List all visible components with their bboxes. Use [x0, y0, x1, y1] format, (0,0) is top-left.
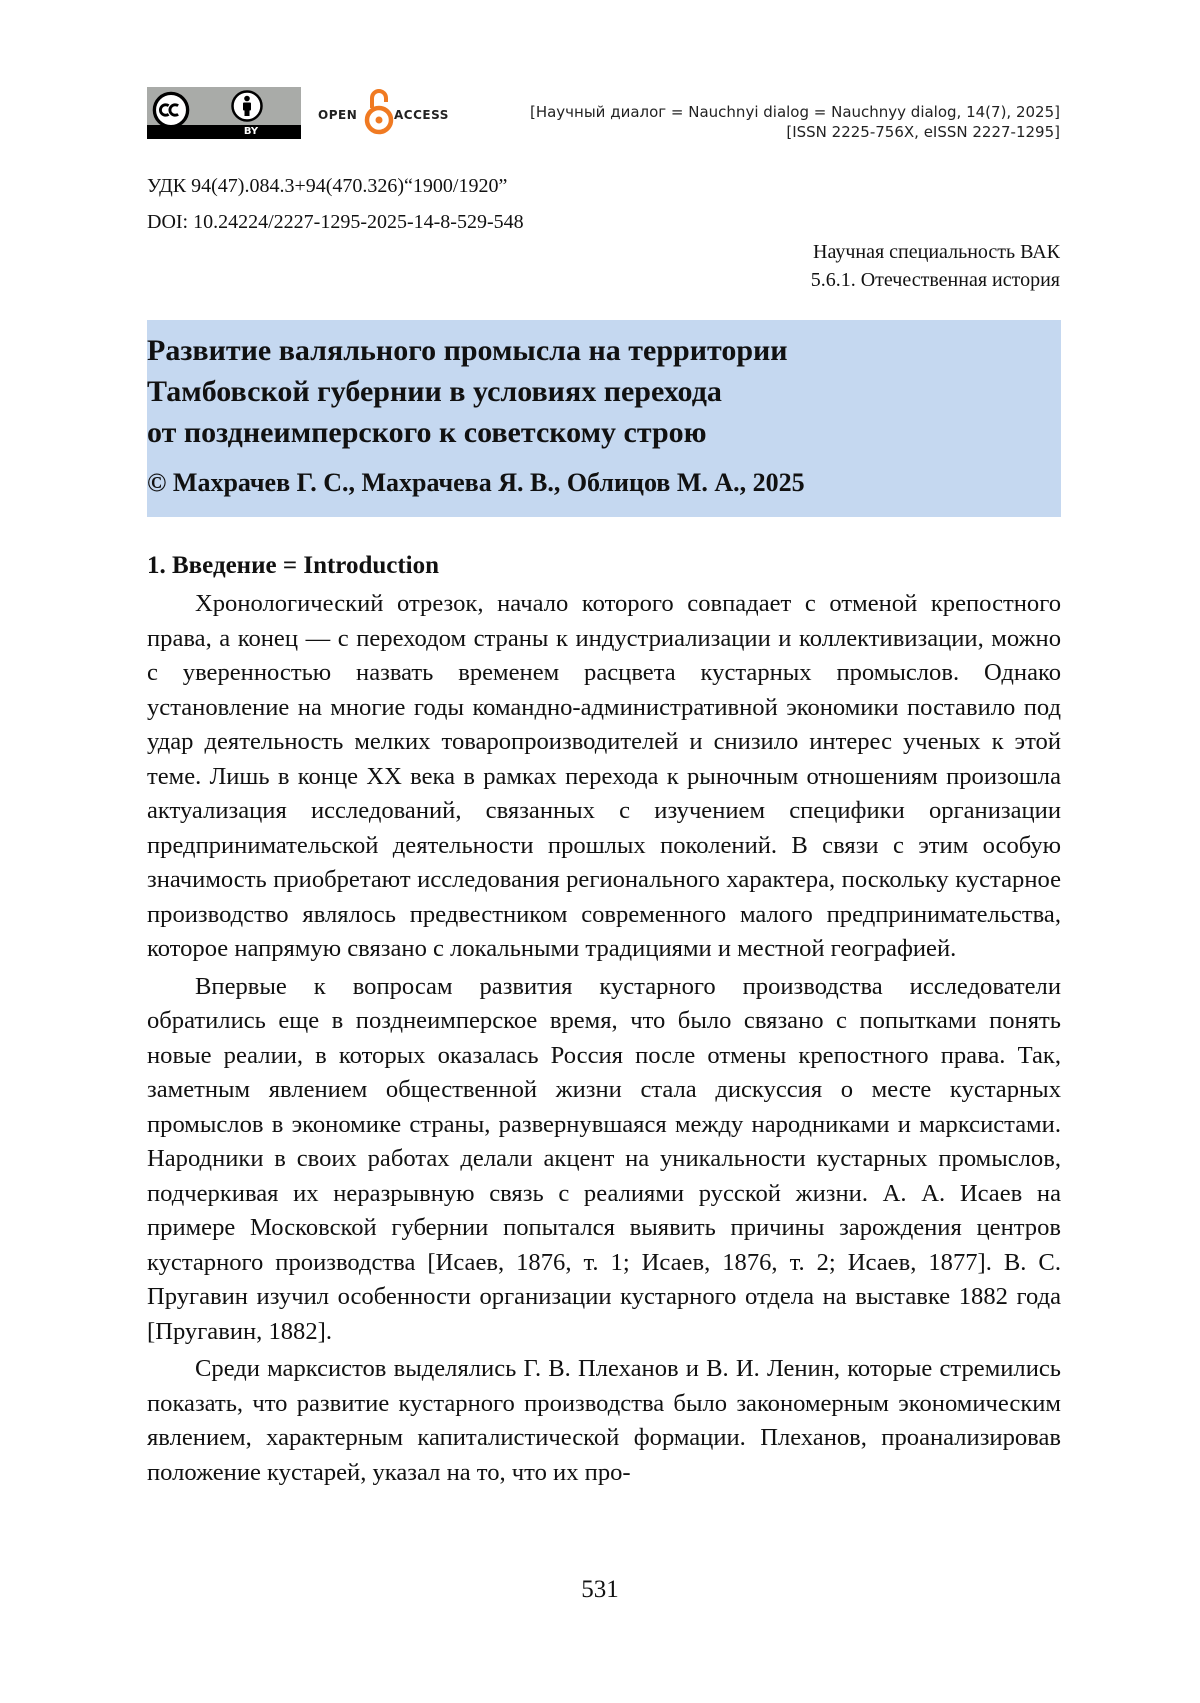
article-title-line: Развитие валяльного промысла на территории	[147, 334, 788, 367]
journal-citation-line: [Научный диалог = Nauchnyi dialog = Nauchnyy dialog, 14(7), 2025]	[529, 103, 1060, 121]
cc-icon	[152, 91, 190, 129]
article-title-line: Тамбовской губернии в условиях перехода	[147, 375, 722, 408]
section-body	[147, 587, 1061, 1490]
open-lock-icon	[364, 86, 394, 138]
article-title	[147, 330, 788, 453]
body-paragraph: Хронологический отрезок, начало которого совпадает с отменой крепостного права, а конец — с переходом страны к индустриализации и коллективизации, можно с уверенностью назвать временем расцвета кустарных промыслов. Однако установление на многие годы командно-административной экономики поставило под удар деятельность мелких товаропроизводителей и снизило интерес ученых к этой теме. Лишь в конце XX века в рамках перехода к рыночным отношениям произошла актуализация исследований, связанных с изучением специфики организации предпринимательской деятельности прошлых поколений. В связи с этим особую значимость приобретают исследования регионального характера, поскольку кустарное производство являлось предвестником современного малого предпринимательства, которое напрямую связано с локальными традициями и местной географией.	[147, 590, 1061, 962]
article-authors: © Махрачев Г. С., Махрачева Я. В., Облицов М. А., 2025	[147, 468, 805, 497]
license-label-bar	[147, 125, 301, 139]
udc-code: УДК 94(47).084.3+94(470.326)“1900/1920”	[147, 175, 508, 197]
doi-link[interactable]: DOI: 10.24224/2227-1295-2025-14-8-529-548	[147, 211, 524, 233]
by-person-icon	[231, 90, 263, 122]
body-paragraph: Среди марксистов выделялись Г. В. Плеханов и В. И. Ленин, которые стремились показать, что развитие кустарного производства было закономерным экономическим явлением, характерным капиталистической формации. Плеханов, проанализировав положение кустарей, указал на то, что их про-	[147, 1355, 1061, 1486]
page-number: 531	[581, 1576, 619, 1603]
vak-specialty-label: Научная специальность ВАК	[813, 241, 1060, 263]
title-block	[147, 320, 1061, 517]
open-access-word-access: ACCESS	[394, 108, 449, 122]
vak-specialty-code: 5.6.1. Отечественная история	[810, 269, 1060, 291]
journal-issn-line: [ISSN 2225-756X, eISSN 2227-1295]	[786, 123, 1060, 141]
journal-citation	[530, 102, 1060, 142]
body-paragraph: Впервые к вопросам развития кустарного производства исследователи обратились еще в позднеимперское время, что было связано с попытками понять новые реалии, в которых оказалась Россия после отмены крепостного права. Так, заметным явлением общественной жизни стала дискуссия о месте кустарных промыслов в экономике страны, развернувшаяся между народниками и марксистами. Народники в своих работах делали акцент на уникальности кустарных промыслов, подчеркивая их неразрывную связь с реалиями русской жизни. А. А. Исаев на примере Московской губернии попытался выявить причины зарождения центров кустарного производства [Исаев, 1876, т. 1; Исаев, 1876, т. 2; Исаев, 1877]. В. С. Пругавин изучил особенности организации кустарного отдела на выставке 1882 года [Пругавин, 1882].	[147, 972, 1061, 1345]
section-heading: 1. Введение = Introduction	[147, 552, 440, 579]
license-label: BY	[243, 126, 259, 137]
open-access-logo	[318, 86, 458, 138]
article-title-line: от позднеимперского к советскому строю	[147, 416, 707, 449]
cc-by-license-badge[interactable]	[147, 87, 301, 139]
vak-specialty	[811, 238, 1060, 294]
open-access-word-open: OPEN	[318, 108, 358, 122]
